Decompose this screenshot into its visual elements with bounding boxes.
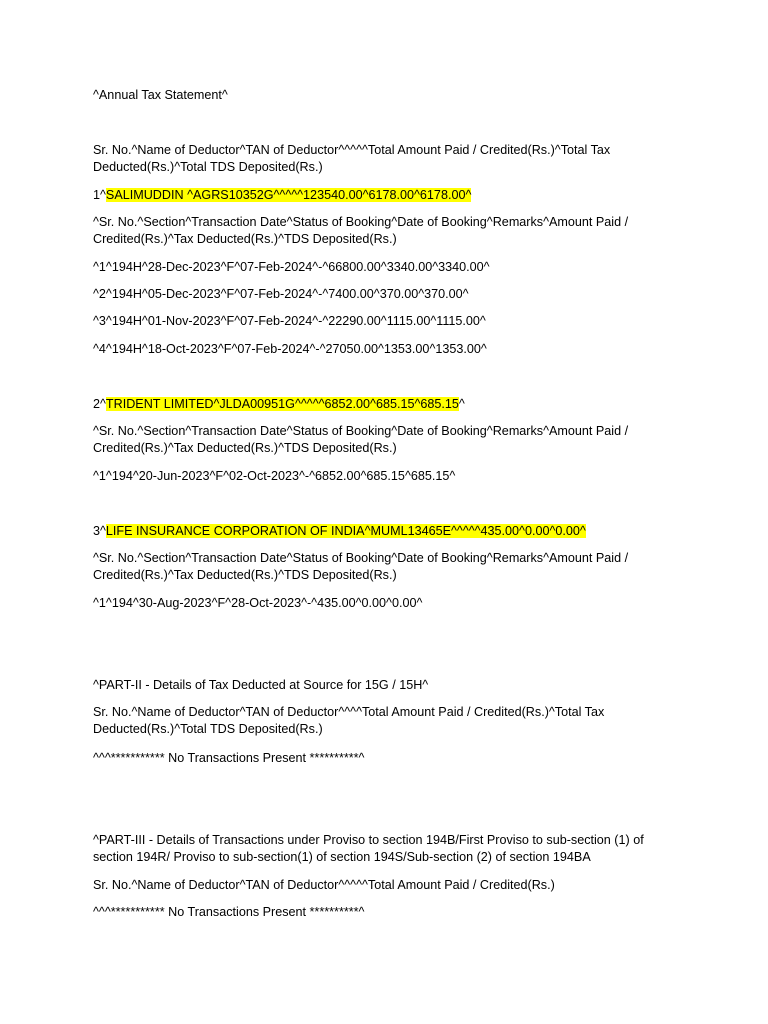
deductor-suffix: ^: [458, 397, 465, 411]
transaction-header-1: ^Sr. No.^Section^Transaction Date^Status of Booking^Date of Booking^Remarks^Amount Paid / Credited(Rs.)^Tax Deducted(Rs.)^TDS Deposited(Rs.): [93, 215, 629, 246]
deductor-prefix: 2^: [93, 397, 106, 411]
deductor-highlight: LIFE INSURANCE CORPORATION OF INDIA^MUML13465E^^^^^435.00^0.00^0.00^: [105, 524, 586, 538]
part2-empty-message: ^^^*********** No Transactions Present **********^: [93, 751, 365, 765]
part3-header: Sr. No.^Name of Deductor^TAN of Deductor^^^^^Total Amount Paid / Credited(Rs.): [93, 878, 555, 892]
part2-header: Sr. No.^Name of Deductor^TAN of Deductor^^^^Total Amount Paid / Credited(Rs.)^Total Tax Deducted(Rs.)^Total TDS Deposited(Rs.): [93, 705, 605, 736]
transaction-row: ^1^194^30-Aug-2023^F^28-Oct-2023^-^435.00^0.00^0.00^: [93, 596, 423, 610]
transaction-row: ^2^194H^05-Dec-2023^F^07-Feb-2024^-^7400.00^370.00^370.00^: [93, 287, 469, 301]
page-title: ^Annual Tax Statement^: [93, 88, 228, 102]
part3-title: ^PART-III - Details of Transactions under Proviso to section 194B/First Proviso to sub-section (1) of section 194R/ Proviso to sub-section(1) of section 194S/Sub-section (2) of section 194BA: [93, 833, 644, 864]
deductor-summary-2: [93, 396, 683, 413]
deductor-summary-1: [93, 187, 683, 204]
transaction-header-2: ^Sr. No.^Section^Transaction Date^Status of Booking^Date of Booking^Remarks^Amount Paid / Credited(Rs.)^Tax Deducted(Rs.)^TDS Deposited(Rs.): [93, 424, 629, 455]
deductor-summary-3: [93, 523, 683, 540]
transaction-row: ^4^194H^18-Oct-2023^F^07-Feb-2024^-^27050.00^1353.00^1353.00^: [93, 342, 487, 356]
part1-header: Sr. No.^Name of Deductor^TAN of Deductor^^^^^Total Amount Paid / Credited(Rs.)^Total Tax Deducted(Rs.)^Total TDS Deposited(Rs.): [93, 143, 611, 174]
deductor-prefix: 1^: [93, 188, 106, 202]
part3-empty-message: ^^^*********** No Transactions Present **********^: [93, 905, 365, 919]
deductor-highlight: SALIMUDDIN ^AGRS10352G^^^^^123540.00^6178.00^6178.00^: [105, 188, 472, 202]
deductor-prefix: 3^: [93, 524, 106, 538]
transaction-header-3: ^Sr. No.^Section^Transaction Date^Status of Booking^Date of Booking^Remarks^Amount Paid / Credited(Rs.)^Tax Deducted(Rs.)^TDS Deposited(Rs.): [93, 551, 629, 582]
part2-title: ^PART-II - Details of Tax Deducted at Source for 15G / 15H^: [93, 678, 429, 692]
transaction-row: ^1^194^20-Jun-2023^F^02-Oct-2023^-^6852.00^685.15^685.15^: [93, 469, 456, 483]
transaction-row: ^3^194H^01-Nov-2023^F^07-Feb-2024^-^22290.00^1115.00^1115.00^: [93, 314, 486, 328]
deductor-highlight: TRIDENT LIMITED^JLDA00951G^^^^^6852.00^685.15^685.15: [105, 397, 459, 411]
transaction-row: ^1^194H^28-Dec-2023^F^07-Feb-2024^-^66800.00^3340.00^3340.00^: [93, 260, 490, 274]
